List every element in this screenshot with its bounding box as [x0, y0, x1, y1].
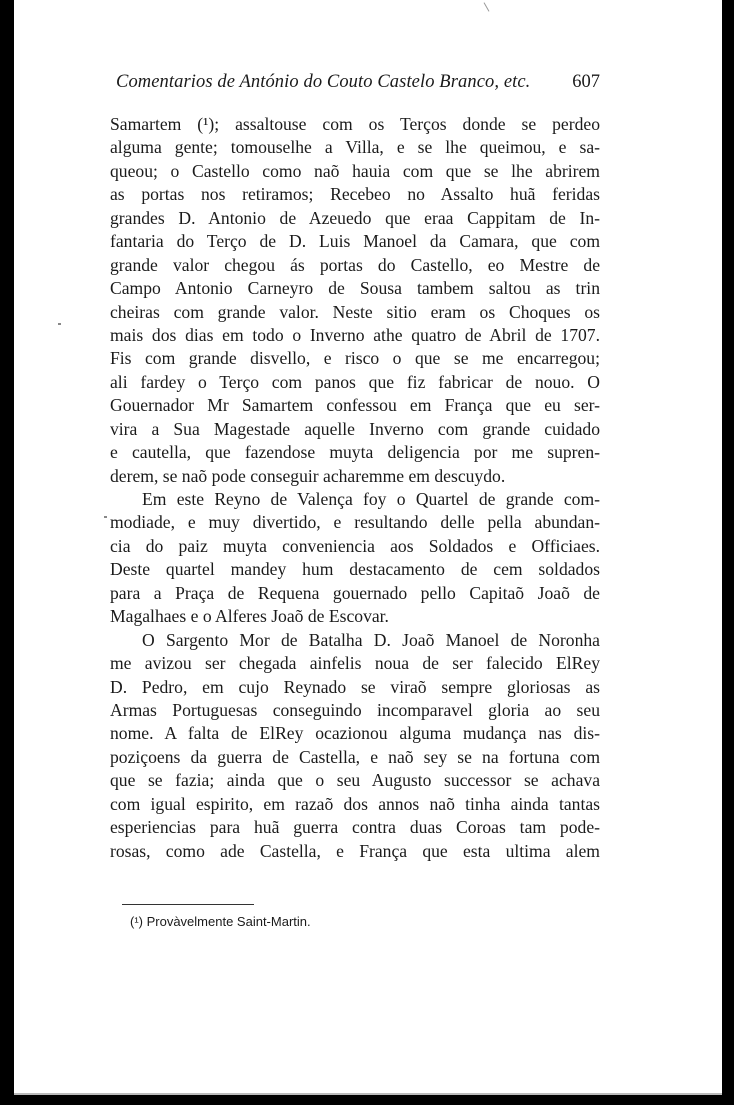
text-line: esperiencias para huã guerra contra duas Coroas tam pode- [110, 817, 600, 838]
text-line: mais dos dias em todo o Inverno athe quatro de Abril de 1707. [110, 324, 600, 345]
text-line: nome. A falta de ElRey ocazionou alguma mudança nas dis- [110, 723, 600, 744]
text-line: Campo Antonio Carneyro de Sousa tambem saltou as trin [110, 278, 600, 299]
text-line: fantaria do Terço de D. Luis Manoel da Camara, que com [110, 231, 600, 252]
scan-mark [484, 2, 490, 11]
text-line: cia do paiz muyta conveniencia aos Soldados e Officiaes. [110, 535, 600, 556]
text-line: Gouernador Mr Samartem confessou em França que eu ser- [110, 395, 600, 416]
text-line: Fis com grande disvello, e risco o que se me encarregou; [110, 348, 600, 369]
page-number: 607 [572, 72, 600, 92]
text-line: grande valor chegou ás portas do Castello, eo Mestre de [110, 254, 600, 275]
text-line: ali fardey o Terço com panos que fiz fabricar de nouo. O [110, 371, 600, 392]
scan-speck [104, 516, 107, 518]
footnote: (¹) Provàvelmente Saint-Martin. [130, 914, 311, 929]
text-line: Armas Portuguesas conseguindo incomparavel gloria ao seu [110, 699, 600, 720]
paragraph-start-line: O Sargento Mor de Batalha D. Joaõ Manoel de Noronha [142, 629, 600, 650]
paragraph-end-line: derem, se naõ pode conseguir acharemme em descuydo. [110, 465, 506, 486]
text-line: me avizou ser chegada ainfelis noua de ser falecido ElRey [110, 653, 600, 674]
text-line: alguma gente; tomouselhe a Villa, e se lhe queimou, e sa- [110, 137, 600, 158]
running-title: Comentarios de António do Couto Castelo Branco, etc. [116, 72, 531, 92]
text-line: D. Pedro, em cujo Reynado se viraõ sempre gloriosas as [110, 676, 600, 697]
paragraph-start-line: Em este Reyno de Valença foy o Quartel de grande com- [142, 489, 600, 509]
paragraph-end-line: Magalhaes e o Alferes Joaõ de Escovar. [110, 606, 389, 627]
text-line: modiade, e muy divertido, e resultando delle pella abundan- [110, 512, 600, 533]
text-line: queou; o Castello como naõ hauia com que se lhe abrirem [110, 160, 600, 181]
body-text [110, 113, 600, 863]
document-page [14, 0, 722, 1095]
text-line: para a Praça de Requena gouernado pello Capitaõ Joaõ de [110, 582, 600, 603]
footnote-divider [122, 904, 254, 905]
text-line: grandes D. Antonio de Azeuedo que eraa Cappitam de In- [110, 207, 600, 228]
text-line: Samartem (¹); assaltouse com os Terços donde se perdeo [110, 114, 600, 134]
text-line: e cautella, que fazendose muyta deligencia por me supren- [110, 442, 600, 463]
text-line: com igual espirito, em razaõ dos annos naõ tinha ainda tantas [110, 793, 600, 814]
text-line: cheiras com grande valor. Neste sitio eram os Choques os [110, 301, 600, 322]
text-line: as portas nos retiramos; Recebeo no Assalto huã feridas [110, 184, 600, 205]
text-line: vira a Sua Magestade aquelle Inverno com grande cuidado [110, 418, 600, 439]
text-line: que se fazia; ainda que o seu Augusto successor se achava [110, 770, 600, 791]
text-line: Deste quartel mandey hum destacamento de cem soldados [110, 559, 600, 580]
running-header [116, 72, 600, 98]
text-line: rosas, como ade Castella, e França que esta ultima alem [110, 840, 600, 861]
scan-speck [58, 323, 61, 325]
text-line: poziçoens da guerra de Castella, e naõ sey se na fortuna com [110, 746, 600, 767]
